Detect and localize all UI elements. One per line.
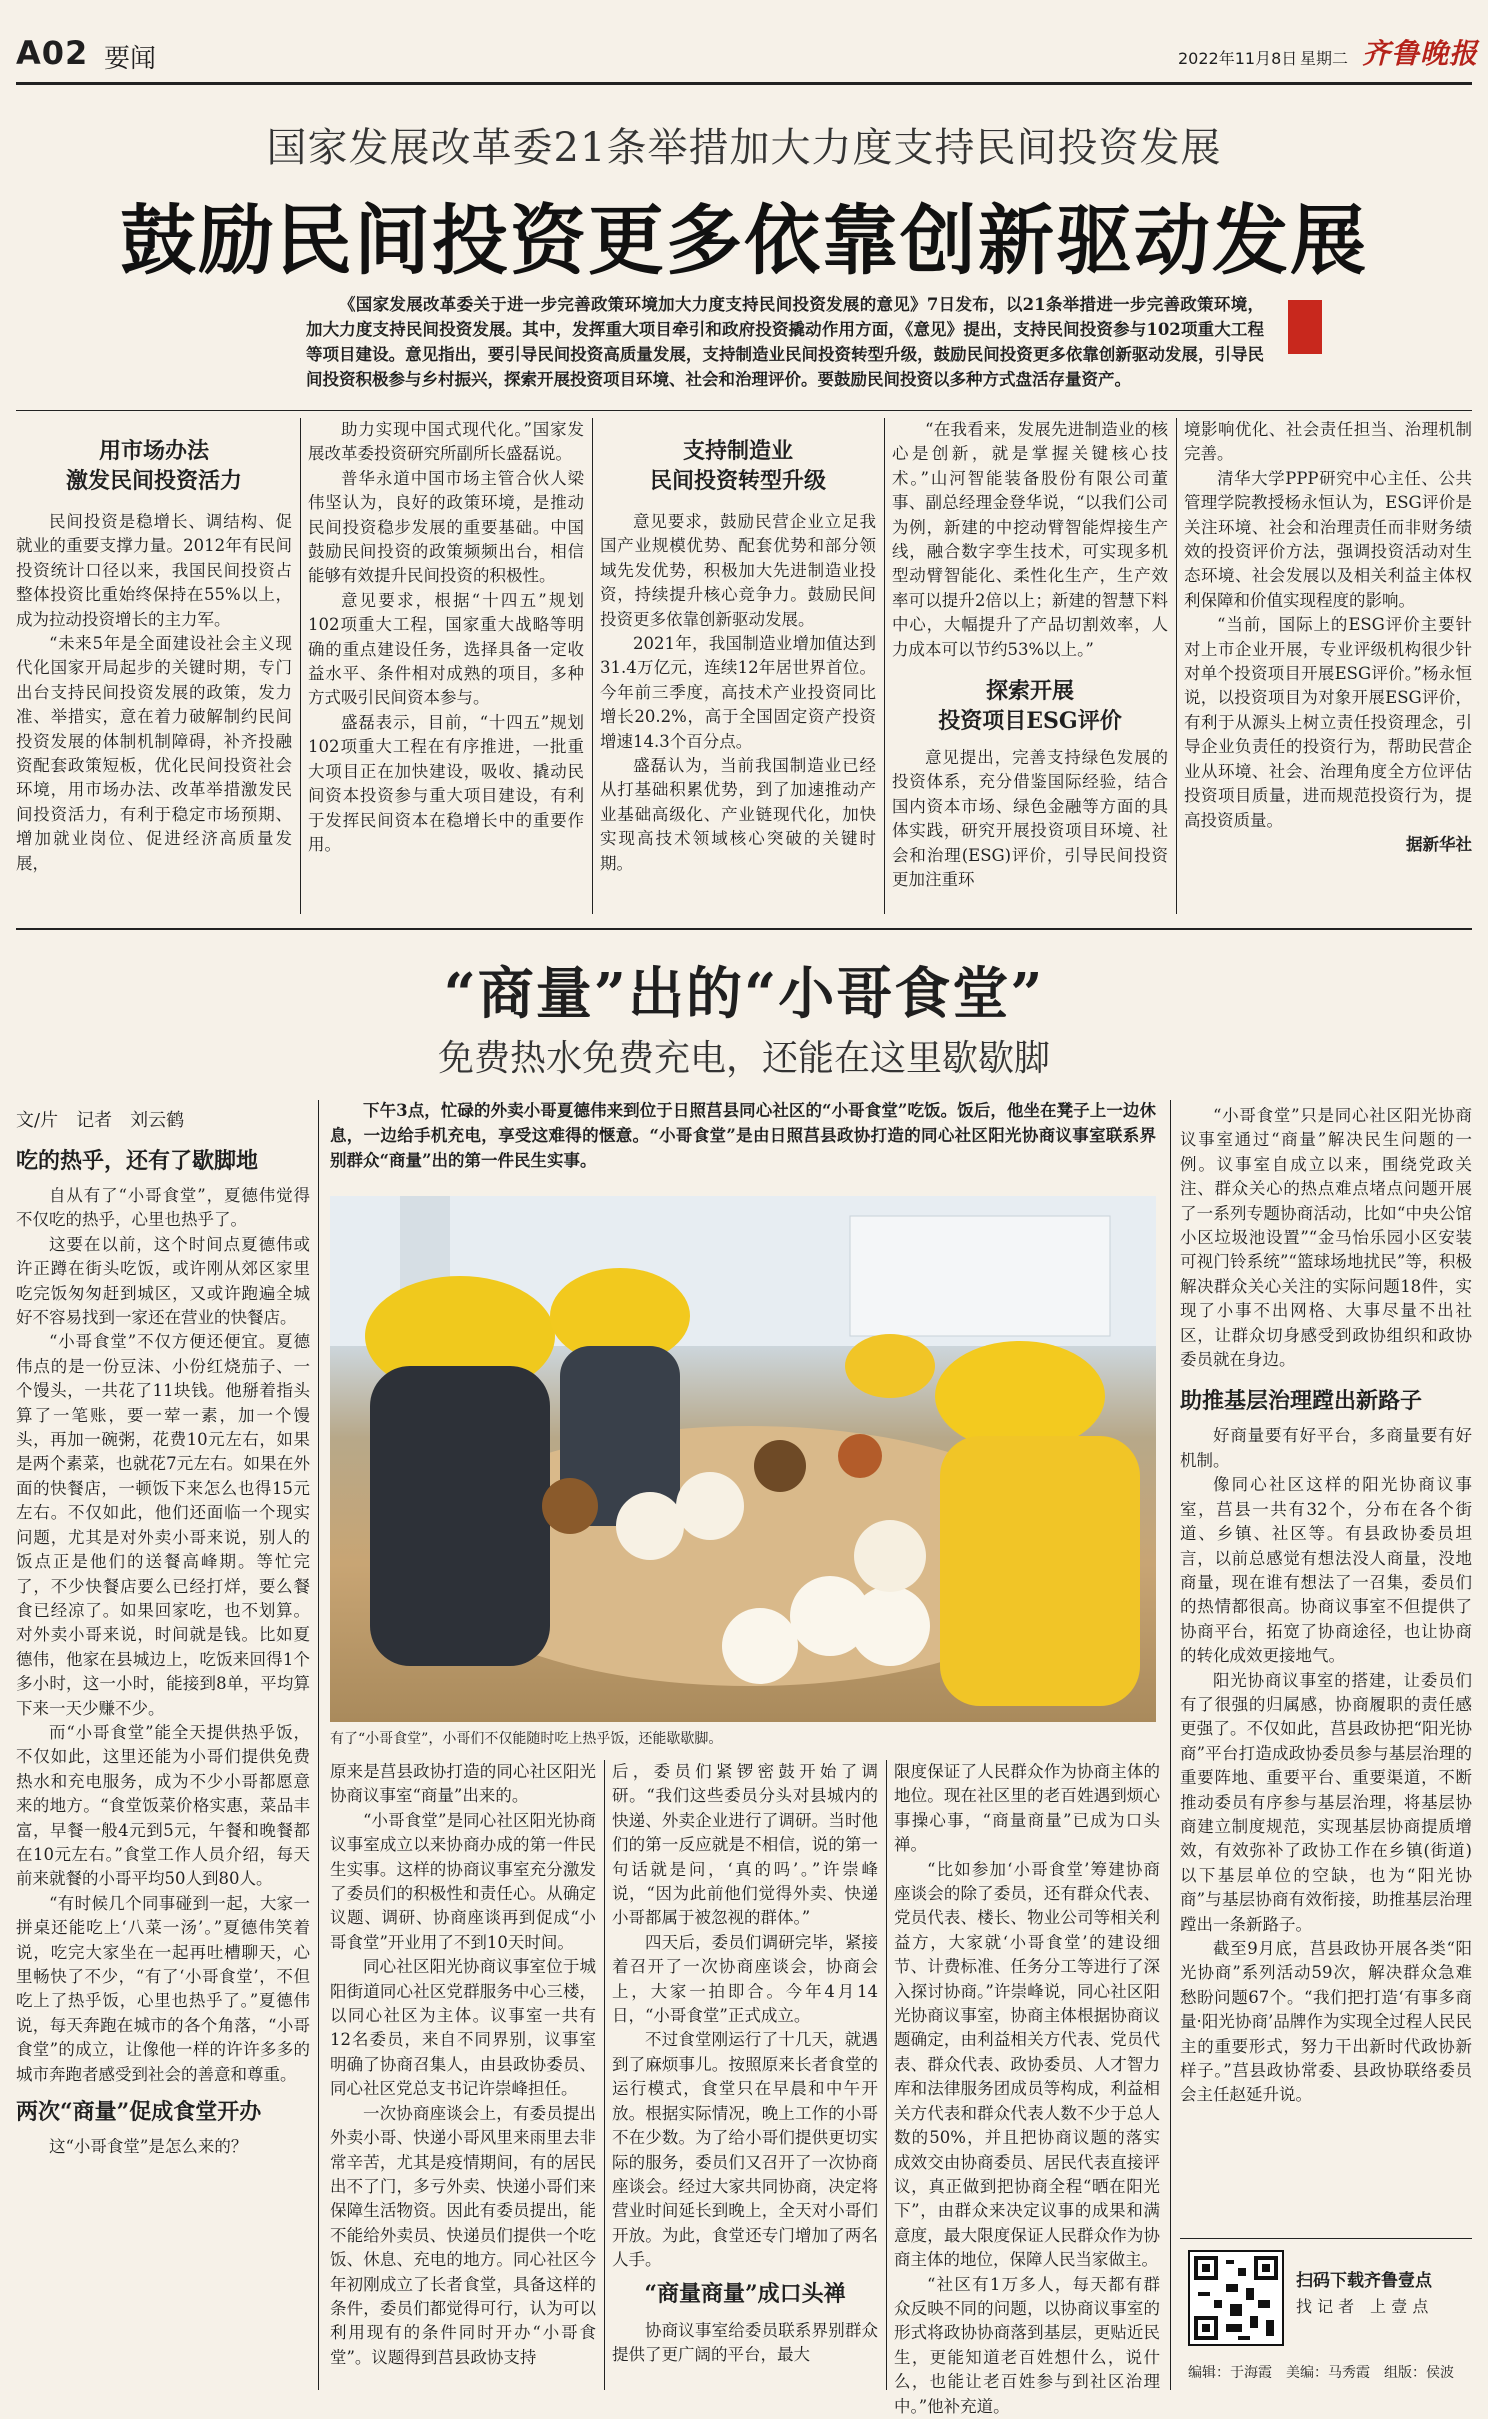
paragraph: 2021年，我国制造业增加值达到31.4万亿元，连续12年居世界首位。今年前三季度，高技术产业投资同比增长20.2%，高于全国固定资产投资增速14.3个百分点。 [600, 634, 876, 751]
story1-subhead-market: 用市场办法 激发民间投资活力 [65, 438, 242, 494]
issue-date: 2022年11月8日 [1178, 49, 1298, 68]
paragraph: 协商议事室给委员联系界别群众提供了更广阔的平台，最大 [612, 2320, 878, 2364]
story2-right-col [1180, 1104, 1472, 2224]
story1-subhead-esg: 探索开展 投资项目ESG评价 [938, 678, 1122, 735]
paragraph: 好商量要有好平台，多商量要有好机制。 [1180, 1426, 1472, 1470]
paragraph: “比如参加‘小哥食堂’筹建协商座谈会的除了委员，还有群众代表、党员代表、楼长、物业公司等相关利益方，大家就‘小哥食堂’的建设细节、计费标准、任务分工等进行了深入探讨协商。”许崇峰说，同心社区阳光协商议事室，协商主体根据协商议题确定，由利益相关方代表、党员代表、群众代表、政协委员、人才智力库和法律服务团成员等构成，利益相关方代表和群众代表人数不少于总人数的50%，并且把协商议题的落实成效交由协商委员、居民代表直接评议，真正做到把协商全程“晒在阳光下”，由群众来决定议事的成果和满意度，最大限度保证人民群众作为协商主体的地位，保障人民当家做主。 [894, 1859, 1160, 2270]
photo-illustration [330, 1196, 1156, 1722]
paragraph: 不过食堂刚运行了十几天，就遇到了麻烦事儿。按照原来长者食堂的运行模式，食堂只在早晨和中午开放。根据实际情况，晚上工作的小哥不在少数。为了给小哥们提供更切实际的服务，委员们又召开了一次协商座谈会。经过大家共同协商，决定将营业时间延长到晚上，全天对小哥们开放。为此，食堂还专门增加了两名人手。 [612, 2030, 878, 2270]
paragraph: 而“小哥食堂”能全天提供热乎饭，不仅如此，这里还能为小哥们提供免费热水和充电服务，成为不少小哥都愿意来的地方。“食堂饭菜价格实惠，菜品丰富，早餐一般4元到5元，午餐和晚餐都在10元左右。”食堂工作人员介绍，每天前来就餐的小哥平均50人到80人。 [16, 1722, 310, 1889]
subhead-two-consultations: 两次“商量”促成食堂开办 [16, 2099, 262, 2126]
qr-code-icon[interactable] [1188, 2250, 1284, 2346]
story-separator [16, 928, 1472, 930]
paragraph: 一次协商座谈会上，有委员提出外卖小哥、快递小哥风里来雨里去非常辛苦，尤其是疫情期间，有的居民出不了门，多亏外卖、快递小哥们来保障生活物资。因此有委员提出，能不能给外卖员、快递员们提供一个吃饭、休息、充电的地方。同心社区今年初刚成立了长者食堂，具备这样的条件，委员们都觉得可行，认为可以利用现有的条件同时开办“小哥食堂”。议题得到莒县政协支持 [330, 2103, 596, 2367]
paragraph: “社区有1万多人，每天都有群众反映不同的问题，以协商议事室的形式将政协协商落到基层，更贴近民生，更能知道老百姓想什么，说什么，也能让老百姓参与到社区治理中。”他补充道。 [894, 2274, 1160, 2416]
paragraph: 意见要求，根据“十四五”规划102项重大工程，国家重大战略等明确的重点建设任务，选择具备一定收益水平、条件相对成熟的项目，多种方式吸引民间资本参与。 [308, 590, 584, 708]
story2-lead: 下午3点，忙碌的外卖小哥夏德伟来到位于日照莒县同心社区的“小哥食堂”吃饭。饭后，他坐在凳子上一边休息，一边给手机充电，享受这难得的惬意。“小哥食堂”是由日照莒县政协打造的同心社区阳光协商议事室联系界别群众“商量”出的第一件民生实事。 [330, 1101, 1156, 1170]
paragraph: 这要在以前，这个时间点夏德伟或许正蹲在街头吃饭，或许刚从郊区家里吃完饭匆匆赶到城区，又或许跑遍全城好不容易找到一家还在营业的快餐店。 [16, 1234, 310, 1328]
story1-kicker: 国家发展改革委21条举措加大力度支持民间投资发展 [266, 125, 1222, 171]
subhead-hot-meals: 吃的热乎，还有了歇脚地 [16, 1148, 259, 1174]
paragraph: “在我看来，发展先进制造业的核心是创新，就是掌握关键核心技术。”山河智能装备股份有限公司董事、副总经理金登华说，“以我们公司为例，新建的中挖动臂智能焊接生产线，融合数字孪生技术，可实现多机型动臂智能化、柔性化生产，生产效率可以提升2倍以上；新建的智慧下料中心，大幅提升了产品切割效率，人力成本可以节约53%以上。” [892, 420, 1168, 659]
column-divider [318, 1100, 319, 2390]
column-divider [592, 418, 593, 914]
story1-col1 [16, 418, 292, 918]
paragraph: 限度保证了人民群众作为协商主体的地位。现在社区里的老百姓遇到烦心事操心事，“商量商量”已成为口头禅。 [894, 1762, 1160, 1855]
photo-caption: 有了“小哥食堂”，小哥们不仅能随时吃上热乎饭，还能歇歇脚。 [330, 1731, 723, 1747]
paragraph: “小哥食堂”是同心社区阳光协商议事室成立以来协商办成的第一件民生实事。这样的协商议事室充分激发了委员们的积极性和责任心。从确定议题、调研、协商座谈再到促成“小哥食堂”开业用了不到10天时间。 [330, 1810, 596, 1952]
paragraph: 意见要求，鼓励民营企业立足我国产业规模优势、配套优势和部分领域先发优势，积极加大先进制造业投资，持续提升核心竞争力。鼓励民间投资更多依靠创新驱动发展。 [600, 512, 876, 629]
column-divider [300, 418, 301, 914]
paragraph: 这“小哥食堂”是怎么来的？ [49, 2137, 248, 2157]
story1-credit: 据新华社 [1406, 834, 1472, 854]
paragraph: 清华大学PPP研究中心主任、公共管理学院教授杨永恒认为，ESG评价是关注环境、社会和治理责任而非财务绩效的投资评价方法，强调投资活动对生态环境、社会发展以及相关利益主体权利保障和价值实现程度的影响。 [1184, 468, 1472, 610]
story1-title: 鼓励民间投资更多依靠创新驱动发展 [120, 196, 1368, 285]
story1-lead-rule [16, 410, 1472, 411]
story1-col4 [892, 418, 1168, 918]
paragraph: 自从有了“小哥食堂”，夏德伟觉得不仅吃的热乎，心里也热乎了。 [16, 1186, 310, 1230]
story1-col2 [308, 418, 584, 918]
story2-title: “商量”出的“小哥食堂” [443, 961, 1045, 1027]
story2-byline: 文/片 记者 刘云鹤 [16, 1110, 185, 1131]
footer-rule [1180, 2238, 1472, 2239]
story2-left-col [16, 1136, 310, 2391]
paragraph: “未来5年是全面建设社会主义现代化国家开局起步的关键时期，专门出台支持民间投资发展的政策，发力准、举措实，意在着力破解制约民间投资发展的体制机制障碍，补齐投融资配套政策短板，优化民间投资社会环境，用市场办法、改革举措激发民间投资活力，有利于稳定市场预期、增加就业岗位、促进经济高质量发展， [16, 634, 292, 873]
qr-title: 扫码下载齐鲁壹点 [1296, 2271, 1432, 2291]
story1-subhead-manufacturing: 支持制造业 民间投资转型升级 [649, 438, 826, 494]
paragraph: 普华永道中国市场主管合伙人梁伟坚认为，良好的政策环境，是推动民间投资稳步发展的重要基础。中国鼓励民间投资的政策频频出台，相信能够有效提升民间投资的积极性。 [308, 468, 584, 586]
story1-lead: 《国家发展改革委关于进一步完善政策环境加大力度支持民间投资发展的意见》7日发布，以21条举措进一步完善政策环境，加大力度支持民间投资发展。其中，发挥重大项目牵引和政府投资撬动作用方面，《意见》提出，支持民间投资参与102项重大工程等项目建设。意见指出，要引导民间投资高质量发展，支持制造业民间投资转型升级，鼓励民间投资更多依靠创新驱动发展，引导民间投资积极参与乡村振兴，探索开展投资项目环境、社会和治理评价。要鼓励民间投资以多种方式盘活存量资产。 [306, 295, 1264, 389]
column-divider [604, 1760, 605, 2390]
accent-block [1288, 300, 1322, 354]
subhead-let-us-discuss: “商量商量”成口头禅 [644, 2280, 846, 2307]
paragraph: 后，委员们紧锣密鼓开始了调研。“我们这些委员分头对县城内的快递、外卖企业进行了调研。当时他们的第一反应就是不相信，说的第一句话就是问，‘真的吗’。”许崇峰说，“因为此前他们觉得外卖、快递小哥都属于被忽视的群体。” [612, 1762, 878, 1928]
story1-col3 [600, 418, 876, 918]
paragraph: “小哥食堂”只是同心社区阳光协商议事室通过“商量”解决民生问题的一例。议事室自成立以来，围绕党政关注、群众关心的热点难点堵点问题开展了一系列专题协商活动，比如“中央公馆小区垃圾池设置”“金马怡乐园小区安装可视门铃系统”“篮球场地扰民”等，积极解决群众关心关注的实际问题18件，实现了小事不出网格、大事尽量不出社区，让群众切身感受到政协组织和政协委员就在身边。 [1180, 1106, 1472, 1370]
paragraph: 四天后，委员们调研完毕，紧接着召开了一次协商座谈会，协商会上，大家一拍即合。今年4月14日，“小哥食堂”正式成立。 [612, 1932, 878, 2026]
paragraph: 意见提出，完善支持绿色发展的投资体系，充分借鉴国际经验，结合国内资本市场、绿色金融等方面的具体实践，研究开展投资项目环境、社会和治理(ESG)评价，引导民间投资更加注重环 [892, 748, 1168, 890]
subhead-grassroots: 助推基层治理蹚出新路子 [1180, 1388, 1423, 1415]
staff-credits: 编辑：于海霞 美编：马秀霞 组版：侯波 [1188, 2365, 1454, 2381]
masthead-logo: 齐鲁晚报 [1362, 37, 1479, 70]
header-rule [16, 82, 1472, 85]
paragraph: 截至9月底，莒县政协开展各类“阳光协商”系列活动59次，解决群众急难愁盼问题67个。“我们把打造‘有事多商量·阳光协商’品牌作为实现全过程人民民主的重要形式，努力干出新时代政协新样子。”莒县政协常委、县政协联络委员会主任赵延升说。 [1180, 1939, 1472, 2105]
issue-weekday: 星期二 [1300, 49, 1349, 68]
paragraph: “小哥食堂”不仅方便还便宜。夏德伟点的是一份豆沫、小份红烧茄子、一个馒头，一共花了11块钱。他掰着指头算了一笔账，要一荤一素，加一个馒头，再加一碗粥，花费10元左右，如果是两个素菜，也就花7元左右。如果在外面的快餐店，一顿饭下来怎么也得15元左右。不仅如此，他们还面临一个现实问题，尤其是对外卖小哥来说，别人的饭点正是他们的送餐高峰期。等忙完了，不少快餐店要么已经打烊，要么餐食已经凉了。如果回家吃，也不划算。对外卖小哥来说，时间就是钱。比如夏德伟，他家在县城边上，吃饭来回得1个多小时，这一小时，能接到8单，平均算下来一天少赚不少。 [16, 1332, 310, 1718]
column-divider [884, 418, 885, 914]
paragraph: 民间投资是稳增长、调结构、促就业的重要支撑力量。2012年有民间投资统计口径以来，我国民间投资占整体投资比重始终保持在55%以上，成为拉动投资增长的主力军。 [16, 512, 292, 629]
qr-pattern [1190, 2252, 1282, 2344]
story2-mid-col2 [612, 1760, 878, 2390]
story2-photo [330, 1196, 1156, 1722]
paragraph: 像同心社区这样的阳光协商议事室，莒县一共有32个，分布在各个街道、乡镇、社区等。有县政协委员坦言，以前总感觉有想法没人商量，没地商量，现在谁有想法了一召集，委员们的热情都很高。协商议事室不但提供了协商平台，拓宽了协商途径，也让协商的转化成效更接地气。 [1180, 1475, 1472, 1666]
story1-col5 [1184, 418, 1472, 918]
paragraph: 境影响优化、社会责任担当、治理机制完善。 [1184, 420, 1472, 464]
page-code: A02 [16, 34, 89, 72]
story2-mid-col1 [330, 1760, 596, 2390]
paragraph: “当前，国际上的ESG评价主要针对上市企业开展，专业评级机构很少针对单个投资项目开展ESG评价。”杨永恒说，以投资项目为对象开展ESG评价，有利于从源头上树立责任投资理念，引导企业负责任的投资行为，帮助民营企业从环境、社会、治理角度全方位评估投资项目质量，进而规范投资行为，提高投资质量。 [1184, 615, 1472, 830]
paragraph: 助力实现中国式现代化。”国家发展改革委投资研究所副所长盛磊说。 [308, 420, 584, 464]
paragraph: 盛磊认为，当前我国制造业已经从打基础积累优势，到了加速推动产业基础高级化、产业链现代化，加快实现高技术领域核心突破的关键时期。 [600, 756, 876, 873]
paragraph: 同心社区阳光协商议事室位于城阳街道同心社区党群服务中心三楼，以同心社区为主体。议事室一共有12名委员，来自不同界别，议事室明确了协商召集人，由县政协委员、同心社区党总支书记许崇峰担任。 [330, 1957, 596, 2099]
story2-subtitle: 免费热水免费充电，还能在这里歇歇脚 [437, 1038, 1050, 1079]
qr-subtitle: 找 记 者 上 壹 点 [1296, 2297, 1429, 2316]
paragraph: 原来是莒县政协打造的同心社区阳光协商议事室“商量”出来的。 [330, 1762, 596, 1806]
paragraph: 阳光协商议事室的搭建，让委员们有了很强的归属感，协商履职的责任感更强了。不仅如此，莒县政协把“阳光协商”平台打造成政协委员参与基层治理的重要阵地、重要平台、重要渠道，不断推动委员有序参与基层治理，将基层协商建立制度规范，实现基层协商提质增效，有效弥补了政协工作在乡镇(街道)以下基层单位的空缺，也为“阳光协商”与基层协商有效衔接，助推基层治理蹚出一条新路子。 [1180, 1670, 1472, 1934]
column-divider [1170, 1100, 1171, 2390]
column-divider [886, 1760, 887, 2390]
story2-mid-col3 [894, 1760, 1160, 2416]
paragraph: “有时候几个同事碰到一起，大家一拼桌还能吃上‘八菜一汤’。”夏德伟笑着说，吃完大家坐在一起再吐槽聊天，心里畅快了不少，“有了‘小哥食堂’，不但吃上了热乎饭，心里也热乎了。”夏德伟说，每天奔跑在城市的各个角落，“小哥食堂”的成立，让像他一样的许许多多的城市奔跑者感受到社会的善意和尊重。 [16, 1893, 310, 2084]
paragraph: 盛磊表示，目前，“十四五”规划102项重大工程在有序推进，一批重大项目正在加快建设，吸收、撬动民间资本投资参与重大项目建设，有利于发挥民间资本在稳增长中的重要作用。 [308, 712, 584, 854]
column-divider [1176, 418, 1177, 914]
section-name: 要闻 [104, 44, 157, 74]
